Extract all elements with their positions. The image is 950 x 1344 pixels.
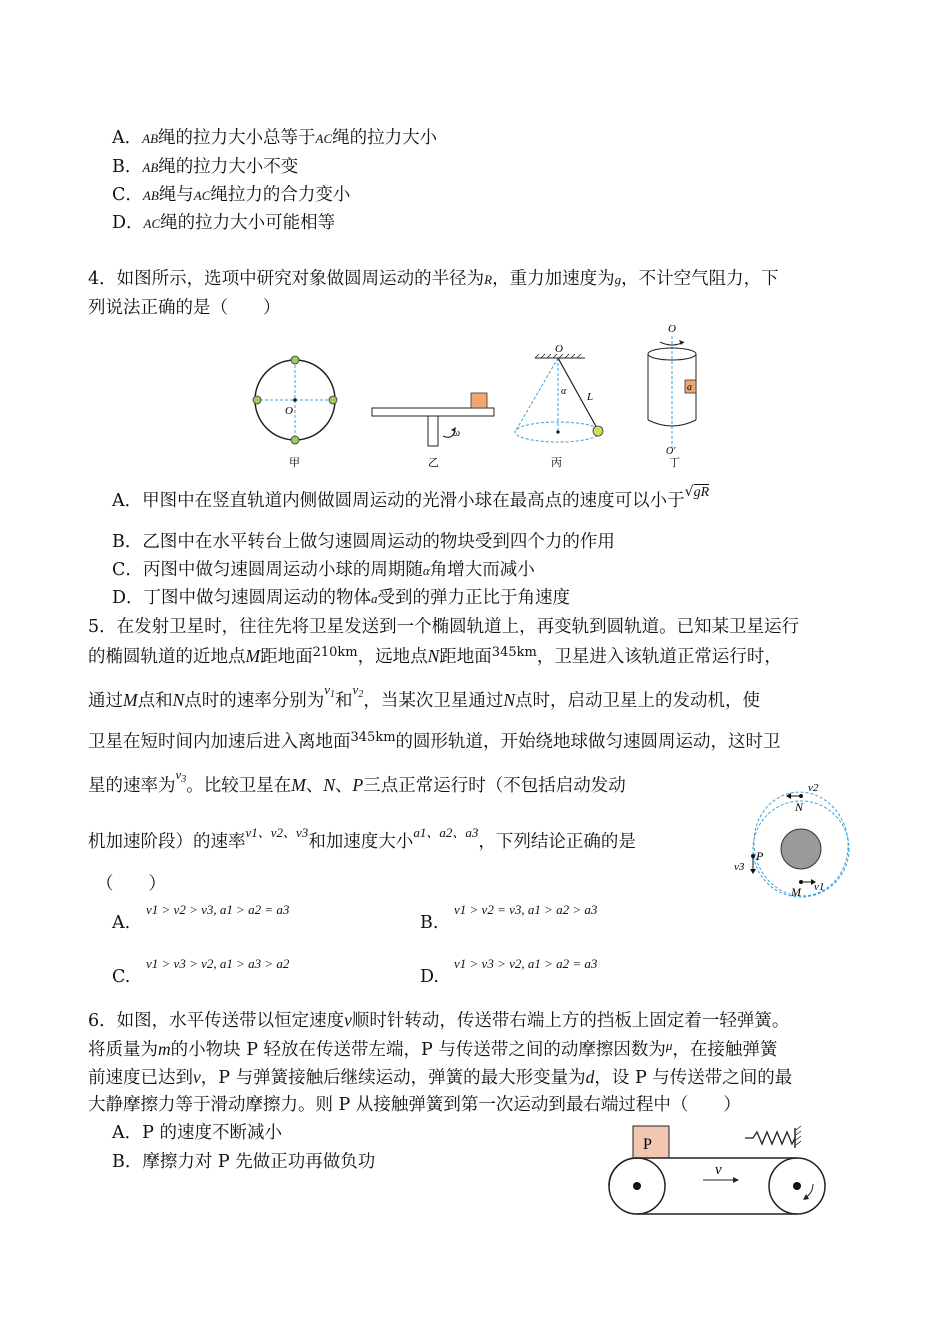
q4-option-c: C．丙图中做匀速圆周运动小球的周期随α角增大而减小: [112, 560, 535, 580]
q4-option-a: A．甲图中在竖直轨道内侧做圆周运动的光滑小球在最高点的速度可以小于$^{√gR}$: [112, 484, 710, 511]
q5-line3: 通过M点和N点时的速率分别为$^{v_1}$和$^{v_2}$，当某次卫星通过N点时，启动卫星上的发动机，使: [88, 682, 761, 711]
fig-ding-label: 丁: [669, 457, 680, 469]
q6-option-b: B．摩擦力对 P 先做正功再做负功: [112, 1152, 376, 1172]
orbit-v1: v1: [814, 881, 825, 893]
q4-figure: [245, 318, 715, 478]
q5-line6: 机加速阶段）的速率$^{v1、v2、v3}$和加速度大小$^{a1、a2、a3}$，下列结论正确的是: [88, 825, 636, 852]
fig-ding-a: a: [687, 382, 692, 393]
block-p: P: [643, 1136, 652, 1153]
orbit-m: M: [791, 885, 801, 899]
q3-option-a: A．AB绳的拉力大小总等于AC绳的拉力大小: [112, 128, 438, 148]
q4-stem-line1: 4．如图所示，选项中研究对象做圆周运动的半径为R，重力加速度为g，不计空气阻力，下: [88, 269, 779, 289]
q4-stem-line2: 列说法正确的是（ ）: [88, 298, 281, 318]
q5-line5: 星的速率为$^{v_3}$。比较卫星在M、N、P三点正常运行时（不包括启动发动: [88, 767, 626, 796]
belt-v: v: [715, 1162, 722, 1178]
fig-jia: [253, 356, 337, 469]
fig-bing-label: 丙: [551, 457, 562, 469]
q3-option-d: D．AC绳的拉力大小可能相等: [112, 213, 336, 233]
q6-option-a: A．P 的速度不断减小: [112, 1123, 282, 1143]
q6-line2: 将质量为m的小物块 P 轻放在传送带左端，P 与传送带之间的动摩擦因数为$^\mu$，在接触弹簧: [88, 1038, 778, 1060]
fig-yi-omega: ω: [453, 428, 461, 439]
fig-bing: [515, 343, 603, 469]
q6-line4: 大静摩擦力等于滑动摩擦力。则 P 从接触弹簧到第一次运动到最右端过程中（ ）: [88, 1095, 741, 1115]
q5-option-a-eq: v1 > v2 > v3, a1 > a2 = a3: [146, 902, 290, 917]
q4-option-d: D．丁图中做匀速圆周运动的物体a受到的弹力正比于角速度: [112, 588, 571, 608]
q5-option-b-eq: v1 > v2 = v3, a1 > a2 > a3: [454, 902, 598, 917]
q6-line1: 6．如图，水平传送带以恒定速度v顺时针转动，传送带右端上方的挡板上固定着一轻弹簧。: [88, 1010, 790, 1031]
q6-line3: 前速度已达到v，P 与弹簧接触后继续运动，弹簧的最大形变量为d，设 P 与传送带之间的最: [88, 1067, 793, 1088]
q5-option-c-eq: v1 > v3 > v2, a1 > a3 > a2: [146, 956, 290, 971]
fig-ding: [648, 323, 696, 469]
sqrt-expression: √gR: [684, 484, 710, 500]
q3-option-b: B．AB绳的拉力大小不变: [112, 157, 299, 177]
q5-line7: （ ）: [96, 874, 166, 894]
q5-line2: 的椭圆轨道的近地点M距地面$^{210km}$，远地点N距地面$^{345km}$，卫星进入该轨道正常运行时，: [88, 645, 782, 667]
q5-orbit-figure: [728, 776, 858, 904]
orbit-v2: v2: [808, 782, 819, 794]
q5-line1: 5．在发射卫星时，往往先将卫星发送到一个椭圆轨道上，再变轨到圆轨道。已知某卫星运行: [88, 617, 800, 637]
q5-option-a-label: A.: [112, 913, 131, 933]
q5-option-d-label: D.: [420, 967, 439, 987]
fig-yi-label: 乙: [428, 457, 439, 469]
fig-bing-o: O: [555, 343, 563, 355]
fig-ding-o: O: [668, 323, 676, 335]
q5-line4: 卫星在短时间内加速后进入离地面$^{345km}$的圆形轨道，开始绕地球做匀速圆周运动，这时卫: [88, 730, 781, 752]
q4-option-b: B．乙图中在水平转台上做匀速圆周运动的物块受到四个力的作用: [112, 532, 615, 552]
q5-option-c-label: C.: [112, 967, 131, 987]
orbit-n: N: [795, 800, 804, 814]
orbit-p: P: [756, 849, 764, 863]
q3-option-c: C．AB绳与AC绳拉力的合力变小: [112, 185, 351, 205]
fig-jia-o-label: O: [285, 405, 293, 417]
fig-bing-l: L: [587, 391, 594, 403]
fig-yi: [372, 393, 494, 469]
fig-ding-oprime: O′: [666, 446, 676, 457]
q5-option-d-eq: v1 > v3 > v2, a1 > a2 = a3: [454, 956, 598, 971]
orbit-v3: v3: [734, 861, 745, 873]
fig-jia-label: 甲: [289, 457, 300, 469]
q6-conveyor-figure: [605, 1122, 835, 1220]
q5-option-b-label: B.: [420, 913, 439, 933]
fig-bing-alpha: α: [561, 386, 567, 397]
